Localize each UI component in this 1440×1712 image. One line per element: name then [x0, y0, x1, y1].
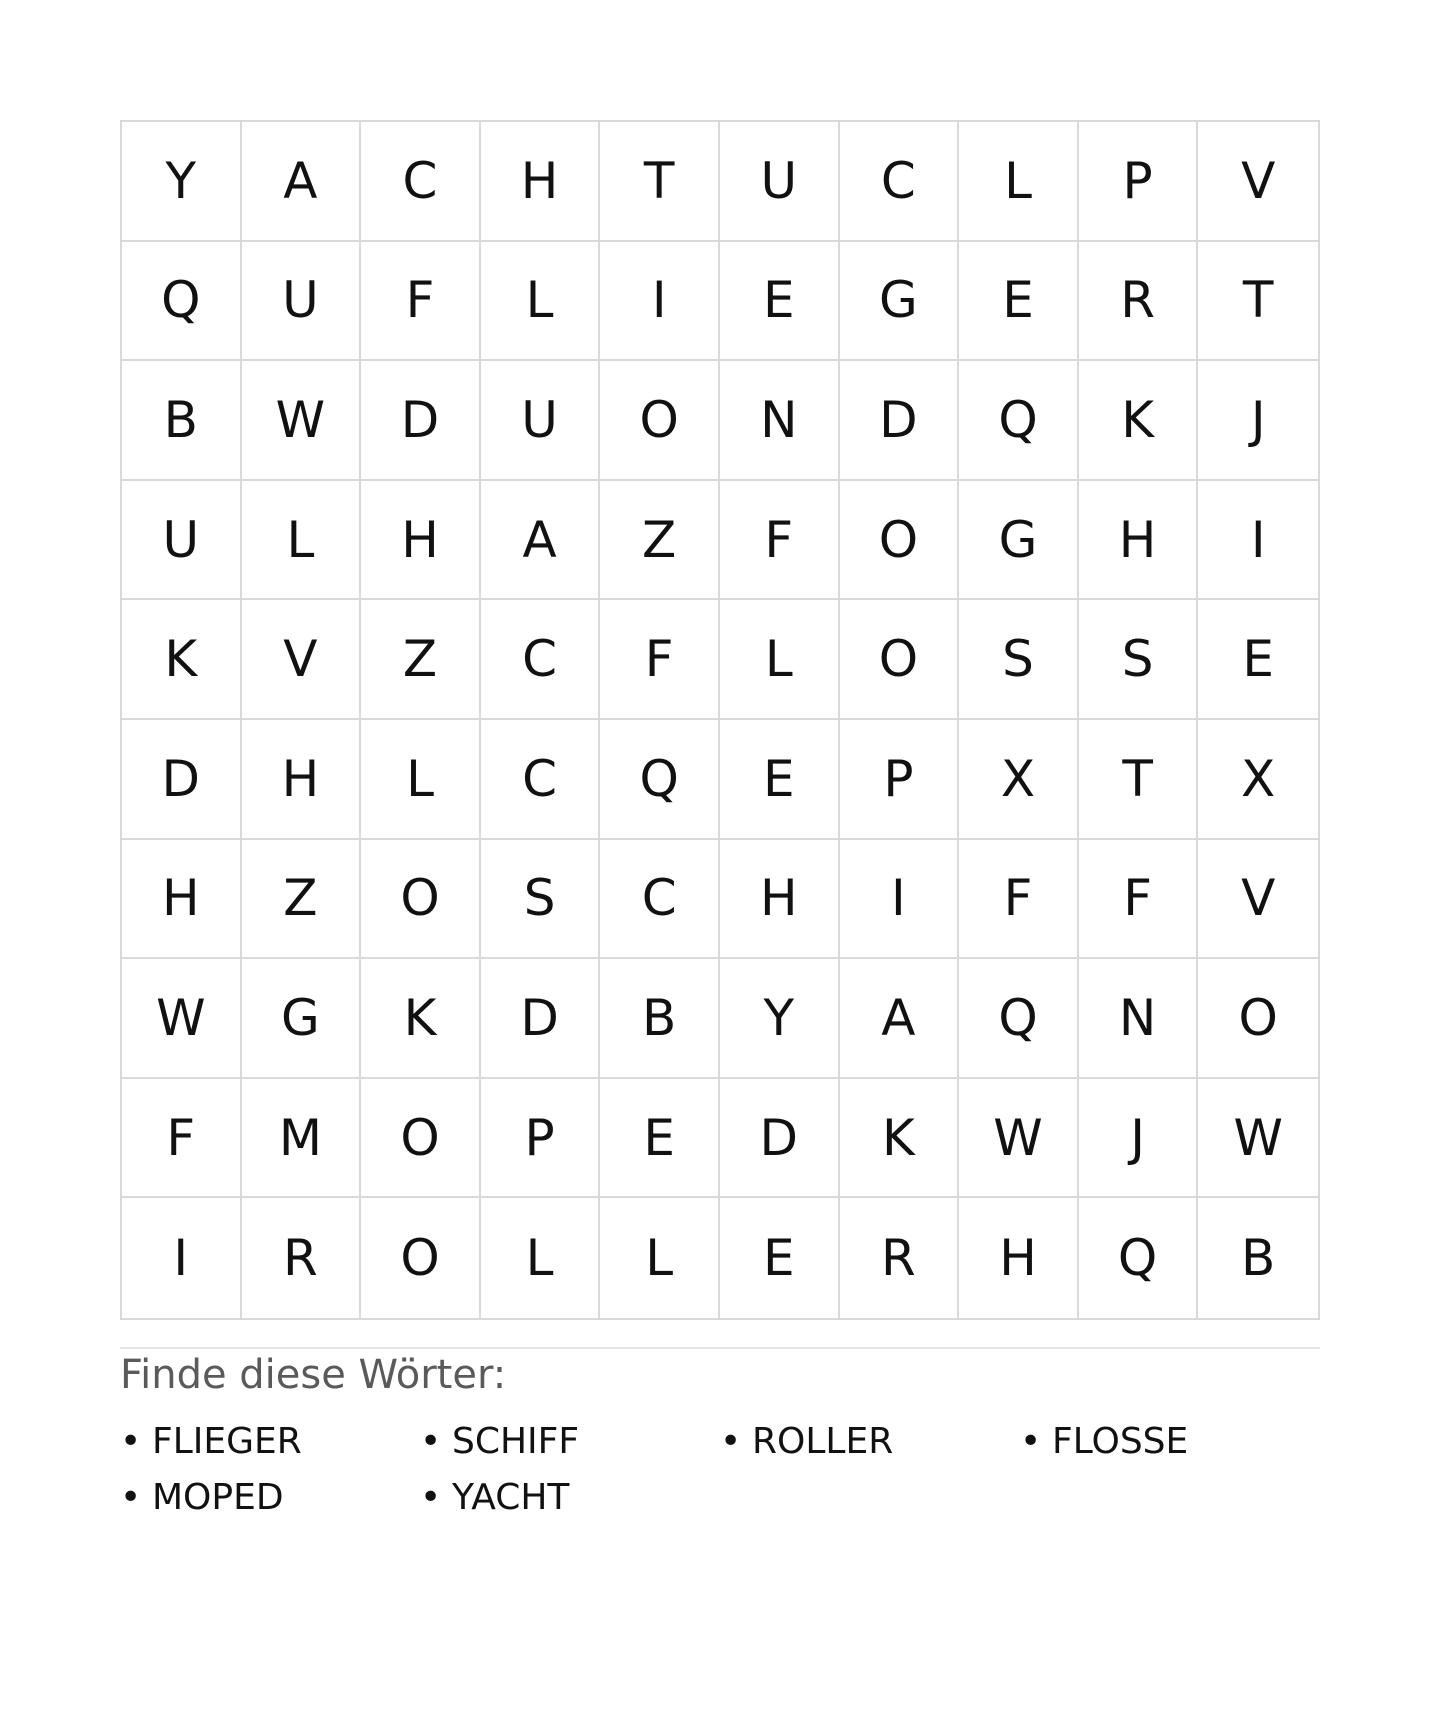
grid-cell[interactable]: Z: [600, 481, 720, 601]
grid-cell[interactable]: W: [242, 361, 362, 481]
bullet-icon: •: [120, 1420, 142, 1462]
grid-cell[interactable]: C: [361, 122, 481, 242]
word-label: FLOSSE: [1052, 1420, 1189, 1462]
grid-cell[interactable]: W: [959, 1079, 1079, 1199]
grid-cell[interactable]: P: [481, 1079, 601, 1199]
grid-cell[interactable]: Q: [1079, 1198, 1199, 1318]
grid-cell[interactable]: H: [1079, 481, 1199, 601]
grid-cell[interactable]: V: [1198, 840, 1318, 960]
grid-cell[interactable]: O: [361, 1198, 481, 1318]
grid-cell[interactable]: Z: [242, 840, 362, 960]
grid-cell[interactable]: P: [1079, 122, 1199, 242]
grid-cell[interactable]: Q: [959, 361, 1079, 481]
grid-cell[interactable]: W: [1198, 1079, 1318, 1199]
grid-cell[interactable]: Y: [720, 959, 840, 1079]
grid-cell[interactable]: A: [242, 122, 362, 242]
grid-cell[interactable]: F: [720, 481, 840, 601]
grid-cell[interactable]: I: [122, 1198, 242, 1318]
grid-cell[interactable]: X: [1198, 720, 1318, 840]
grid-cell[interactable]: D: [122, 720, 242, 840]
grid-cell[interactable]: I: [840, 840, 960, 960]
grid-cell[interactable]: A: [481, 481, 601, 601]
bullet-icon: •: [420, 1420, 442, 1462]
grid-cell[interactable]: D: [720, 1079, 840, 1199]
grid-cell[interactable]: S: [959, 600, 1079, 720]
grid-cell[interactable]: Y: [122, 122, 242, 242]
grid-cell[interactable]: T: [600, 122, 720, 242]
grid-cell[interactable]: P: [840, 720, 960, 840]
grid-cell[interactable]: K: [361, 959, 481, 1079]
word-label: FLIEGER: [152, 1420, 302, 1462]
grid-cell[interactable]: C: [481, 600, 601, 720]
grid-cell[interactable]: G: [840, 242, 960, 362]
grid-cell[interactable]: L: [600, 1198, 720, 1318]
bullet-icon: •: [720, 1420, 742, 1462]
grid-cell[interactable]: V: [242, 600, 362, 720]
grid-cell[interactable]: B: [1241, 1229, 1276, 1288]
grid-cell[interactable]: D: [361, 361, 481, 481]
word-list-title: Finde diese Wörter:: [120, 1352, 507, 1398]
grid-cell[interactable]: O: [361, 1079, 481, 1199]
grid-cell[interactable]: E: [720, 720, 840, 840]
grid-cell[interactable]: L: [361, 720, 481, 840]
grid-cell[interactable]: H: [242, 720, 362, 840]
grid-cell[interactable]: U: [122, 481, 242, 601]
grid-cell[interactable]: L: [481, 1198, 601, 1318]
word-label: SCHIFF: [452, 1420, 580, 1462]
grid-cell[interactable]: H: [361, 481, 481, 601]
grid-cell[interactable]: V: [1198, 122, 1318, 242]
word-search-grid: [120, 120, 1320, 1320]
grid-cell[interactable]: A: [840, 959, 960, 1079]
grid-cell[interactable]: U: [481, 361, 601, 481]
grid-cell[interactable]: L: [481, 242, 601, 362]
word-list-item: [120, 1469, 420, 1525]
grid-cell[interactable]: K: [840, 1079, 960, 1199]
grid-cell[interactable]: G: [959, 481, 1079, 601]
grid-cell[interactable]: B: [600, 959, 720, 1079]
grid-cell[interactable]: L: [959, 122, 1079, 242]
grid-cell[interactable]: U: [242, 242, 362, 362]
word-list-item: [720, 1413, 1020, 1469]
grid-cell[interactable]: O: [840, 481, 960, 601]
grid-cell[interactable]: E: [600, 1079, 720, 1199]
grid-cell[interactable]: G: [242, 959, 362, 1079]
word-list-item: [1020, 1413, 1320, 1469]
bullet-icon: •: [420, 1476, 442, 1518]
grid-cell[interactable]: D: [840, 361, 960, 481]
grid-cell[interactable]: N: [720, 361, 840, 481]
grid-cell[interactable]: D: [481, 959, 601, 1079]
grid-cell[interactable]: O: [840, 600, 960, 720]
word-list: [120, 1413, 1320, 1525]
grid-cell[interactable]: R: [1079, 242, 1199, 362]
grid-cell[interactable]: L: [242, 481, 362, 601]
grid-cell[interactable]: W: [122, 959, 242, 1079]
bullet-icon: •: [120, 1476, 142, 1518]
grid-cell[interactable]: E: [1198, 600, 1318, 720]
word-label: YACHT: [452, 1476, 570, 1518]
grid-cell[interactable]: T: [1198, 242, 1318, 362]
grid-cell[interactable]: I: [1198, 481, 1318, 601]
grid-cell[interactable]: Q: [600, 720, 720, 840]
grid-cell[interactable]: M: [242, 1079, 362, 1199]
grid-cell[interactable]: E: [720, 242, 840, 362]
grid-cell[interactable]: O: [600, 361, 720, 481]
grid-cell[interactable]: B: [122, 361, 242, 481]
bullet-icon: •: [1020, 1420, 1042, 1462]
grid-cell[interactable]: C: [481, 720, 601, 840]
divider: [120, 1347, 1320, 1349]
word-label: MOPED: [152, 1476, 284, 1518]
grid-cell[interactable]: O: [361, 840, 481, 960]
grid-cell[interactable]: L: [720, 600, 840, 720]
grid-cell[interactable]: R: [242, 1198, 362, 1318]
grid-cell[interactable]: H: [720, 840, 840, 960]
grid-cell[interactable]: T: [1079, 720, 1199, 840]
grid-cell[interactable]: O: [1198, 959, 1318, 1079]
grid-cell[interactable]: J: [1079, 1079, 1199, 1199]
grid-cell[interactable]: E: [720, 1198, 840, 1318]
grid-cell[interactable]: S: [481, 840, 601, 960]
grid-cell[interactable]: F: [1079, 840, 1199, 960]
grid-cell[interactable]: Q: [959, 959, 1079, 1079]
word-list-item: [120, 1413, 420, 1469]
grid-cell[interactable]: H: [959, 1198, 1079, 1318]
grid-cell[interactable]: F: [600, 600, 720, 720]
grid-cell[interactable]: C: [840, 122, 960, 242]
grid-cell[interactable]: H: [481, 122, 601, 242]
grid-cell[interactable]: H: [122, 840, 242, 960]
grid-cell[interactable]: I: [600, 242, 720, 362]
grid-cell[interactable]: K: [1079, 361, 1199, 481]
grid-cell[interactable]: E: [959, 242, 1079, 362]
grid-cell[interactable]: R: [840, 1198, 960, 1318]
grid-cell[interactable]: U: [720, 122, 840, 242]
grid-cell[interactable]: X: [959, 720, 1079, 840]
grid-cell[interactable]: F: [959, 840, 1079, 960]
grid-cell[interactable]: C: [600, 840, 720, 960]
grid-cell[interactable]: F: [122, 1079, 242, 1199]
word-list-item: [420, 1469, 720, 1525]
grid-cell[interactable]: Q: [122, 242, 242, 362]
grid-cell[interactable]: F: [361, 242, 481, 362]
grid-cell[interactable]: N: [1079, 959, 1199, 1079]
grid-cell[interactable]: S: [1079, 600, 1199, 720]
word-label: ROLLER: [752, 1420, 894, 1462]
word-list-item: [420, 1413, 720, 1469]
grid-cell[interactable]: Z: [361, 600, 481, 720]
grid-cell[interactable]: J: [1198, 361, 1318, 481]
grid-cell[interactable]: K: [122, 600, 242, 720]
